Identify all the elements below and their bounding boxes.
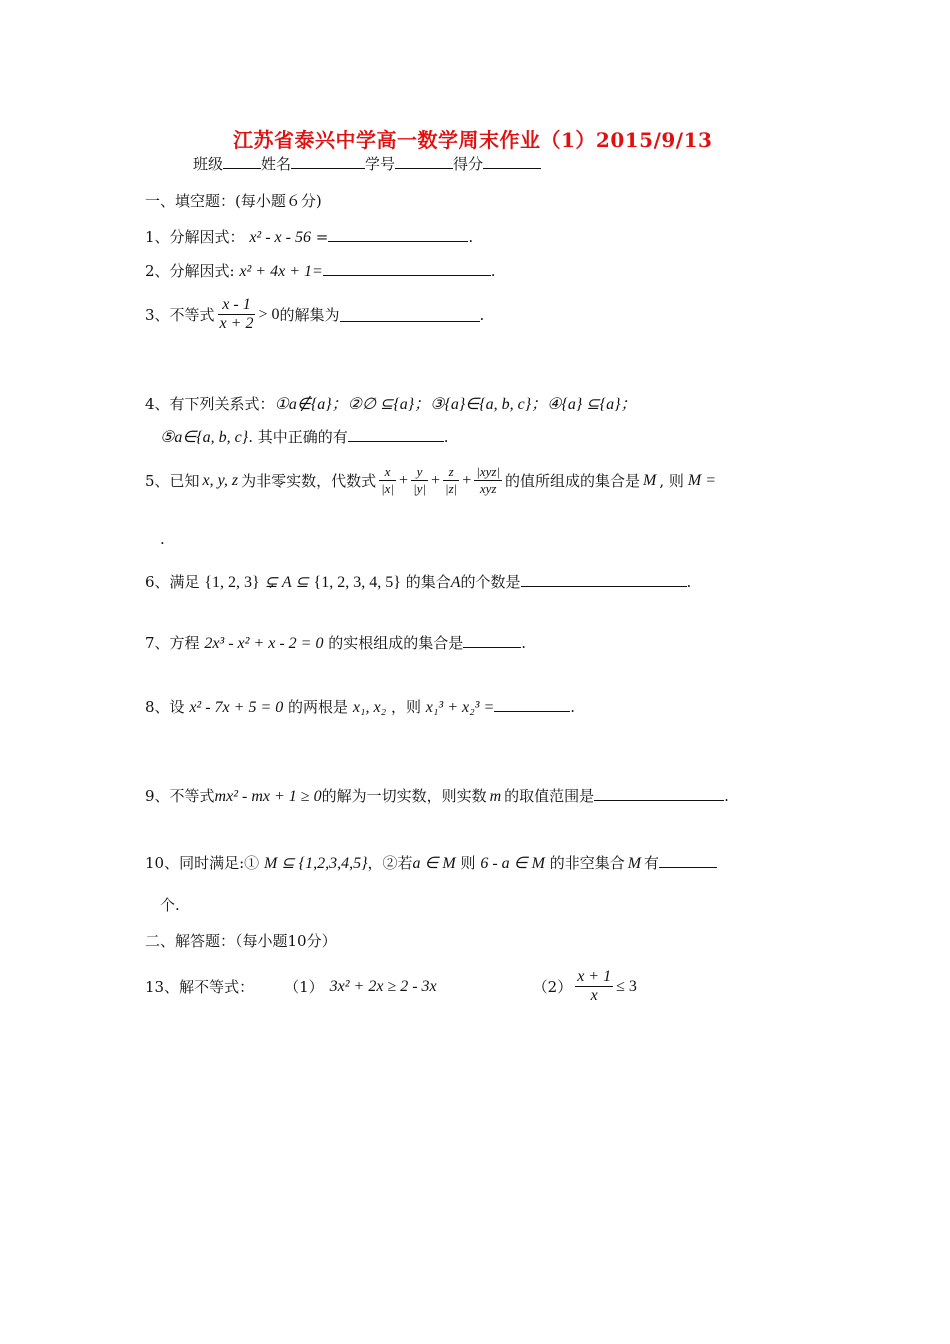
q4-item-5: ⑤a∈{a, b, c} [160, 429, 249, 446]
q5-f2-num: y [411, 464, 428, 481]
q9-var: m [489, 788, 502, 805]
q7-expression: 2x³ - x² + x - 2 = 0 [204, 635, 324, 652]
q13-part2-relation: ≤ 3 [616, 977, 637, 995]
q13-part1-expression: 3x² + 2x ≥ 2 - 3x [329, 977, 437, 995]
question-6: 6、满足 {1, 2, 3} ⊊ A ⊆ {1, 2, 3, 4, 5} 的集合A的个数是 . [145, 573, 692, 591]
student-info-row [193, 153, 541, 174]
q8-mid2: ，则 [390, 698, 421, 716]
q5-f2-den: |y| [413, 481, 426, 496]
page-title: 江苏省泰兴中学高一数学周末作业（1）2015/9/13 [233, 128, 713, 152]
student-id-blank[interactable] [395, 154, 453, 169]
q6-suffix: 的个数是 [460, 573, 521, 591]
q10-var: M [627, 855, 642, 872]
q6-answer-blank[interactable] [521, 572, 687, 587]
q5-prefix: 5、已知 [145, 472, 200, 490]
q7-answer-blank[interactable] [463, 633, 521, 648]
question-5: 5、已知 x, y, z 为非零实数，代数式 $\frac{x}{|x|}$ + $\frac{y}{|y|}$ + $\frac{z}{|z|}$ + $\frac{\text{|xyz|}}{\text{xyz}}$ 的值所组成的集合是 M , 则 M = [145, 464, 717, 496]
question-8: 8、设 x² - 7x + 5 = 0 的两根是 x₁, x₂ ，则 x₁³ + x₂³ = . [145, 698, 576, 716]
q3-numerator: x - 1 [218, 296, 256, 315]
question-1: 1、分解因式： x² - x - 56 = . [145, 228, 474, 246]
q13-part2-denominator: x [590, 987, 598, 1004]
question-2: 2、分解因式: x² + 4x + 1= . [145, 262, 496, 280]
q5-mid: 为非零实数，代数式 [241, 472, 377, 490]
q2-expression: x² + 4x + 1= [239, 263, 323, 280]
q5-tail3: M = [687, 471, 717, 489]
q4-item-3: ③{a}∈{a, b, c}； [430, 396, 548, 413]
name-blank[interactable] [291, 154, 365, 169]
section-heading-solve: 二、解答题：（每小题10分） [145, 932, 337, 950]
q4-item-1: ①a∉{a}； [274, 396, 348, 413]
question-9: 9、不等式mx² - mx + 1 ≥ 0的解为一切实数，则实数 m 的取值范围是 . [145, 787, 729, 805]
q9-suffix: 的取值范围是 [504, 787, 595, 805]
q4-item-4: ④{a} ⊆{a}； [547, 396, 637, 413]
q6-var: A [450, 574, 461, 591]
score-label: 得分 [453, 155, 484, 173]
q5-f3-num: z [443, 464, 459, 481]
q3-suffix: 的解集为 [279, 306, 340, 324]
q5-f1-num: x [379, 464, 396, 481]
q1-expression: x² - x - 56 [249, 229, 311, 246]
q13-part2-label: （2） [532, 978, 573, 996]
q5-vars: x, y, z [202, 471, 239, 489]
q4-item-2: ②∅ ⊆{a}； [347, 396, 431, 413]
q7-suffix: 的实根组成的集合是 [328, 634, 464, 652]
q3-relation: > 0 [258, 305, 280, 323]
q5-f1-den: |x| [381, 481, 395, 496]
q6-set-2: {1, 2, 3, 4, 5} [313, 574, 401, 591]
q5-f4-den: xyz [479, 481, 497, 496]
q2-answer-blank[interactable] [323, 261, 491, 276]
q13-part1-label: （1） [284, 978, 324, 996]
q5-tail2: , 则 [659, 472, 684, 490]
q6-prefix: 6、满足 [145, 573, 200, 591]
question-4-cont: ⑤a∈{a, b, c}. 其中正确的有 . [160, 428, 449, 446]
q5-fraction-2 [411, 464, 428, 497]
q5-fraction-1 [379, 464, 396, 497]
q10-condition-2: a ∈ M [412, 855, 456, 872]
q6-set-1: {1, 2, 3} [204, 574, 260, 591]
q2-prefix: 2、分解因式: [145, 262, 235, 280]
q3-fraction [218, 296, 256, 333]
q5-f3-den: |z| [445, 481, 458, 496]
q8-expression-2: x₁³ + x₂³ = [425, 699, 495, 716]
q1-answer-blank[interactable] [328, 227, 468, 242]
q10-suffix: 有 [644, 854, 660, 872]
q3-denominator: x + 2 [219, 315, 254, 332]
q5-fraction-4 [474, 464, 502, 497]
q8-mid: 的两根是 [288, 698, 349, 716]
question-13 [145, 968, 637, 1005]
question-4 [145, 391, 636, 414]
q3-prefix: 3、不等式 [145, 306, 215, 324]
q13-prefix: 13、解不等式： [145, 978, 255, 996]
section-heading-fill-in: 一、填空题：(每小题６分) [145, 192, 322, 210]
q6-relation: ⊊ A ⊆ [264, 574, 309, 591]
q10-answer-blank[interactable] [659, 853, 717, 868]
name-label: 姓名 [261, 155, 292, 173]
q13-part2-fraction [575, 968, 613, 1005]
q10-tail: 个. [160, 896, 180, 914]
class-label: 班级 [193, 155, 224, 173]
q9-expression: mx² - mx + 1 ≥ 0 [214, 788, 322, 805]
q5-trailing-dot: . [160, 530, 165, 548]
q9-mid: 的解为一切实数，则实数 [321, 787, 487, 805]
q8-prefix: 8、设 [145, 698, 185, 716]
q10-mid: ，②若 [367, 854, 413, 872]
question-10 [145, 852, 717, 873]
score-blank[interactable] [483, 154, 541, 169]
q8-roots: x₁, x₂ [352, 699, 387, 716]
question-7: 7、方程 2x³ - x² + x - 2 = 0 的实根组成的集合是 . [145, 634, 527, 652]
q10-mid3: 的非空集合 [549, 854, 625, 872]
q8-answer-blank[interactable] [494, 697, 570, 712]
question-3: 3、不等式 $\frac{x - 1}{x + 2}$ > 0 的解集为 . [145, 296, 485, 332]
q5-tail: 的值所组成的集合是 [505, 472, 641, 490]
q7-prefix: 7、方程 [145, 634, 200, 652]
q9-prefix: 9、不等式 [145, 787, 215, 805]
q1-prefix: 1、分解因式： [145, 228, 245, 246]
q13-part2-numerator: x + 1 [577, 968, 612, 985]
q8-expression: x² - 7x + 5 = 0 [189, 699, 284, 716]
q5-f4-num: |xyz| [476, 464, 501, 479]
q6-mid: 的集合 [405, 573, 451, 591]
class-blank[interactable] [223, 154, 261, 169]
q10-condition-1: M ⊆ {1,2,3,4,5} [263, 855, 368, 872]
student-id-label: 学号 [365, 155, 396, 173]
q9-answer-blank[interactable] [594, 786, 724, 801]
q4-suffix: . 其中正确的有 [248, 428, 348, 446]
q5-fraction-3 [443, 464, 459, 497]
q4-answer-blank[interactable] [348, 427, 444, 442]
q4-prefix: 4、有下列关系式： [145, 395, 275, 413]
q1-equals: = [315, 228, 329, 246]
q10-mid2: 则 [460, 854, 476, 872]
q3-answer-blank[interactable] [340, 307, 480, 322]
q10-condition-3: 6 - a ∈ M [480, 855, 545, 872]
q5-set: M [643, 471, 657, 489]
q10-prefix: 10、同时满足:① [145, 854, 260, 872]
